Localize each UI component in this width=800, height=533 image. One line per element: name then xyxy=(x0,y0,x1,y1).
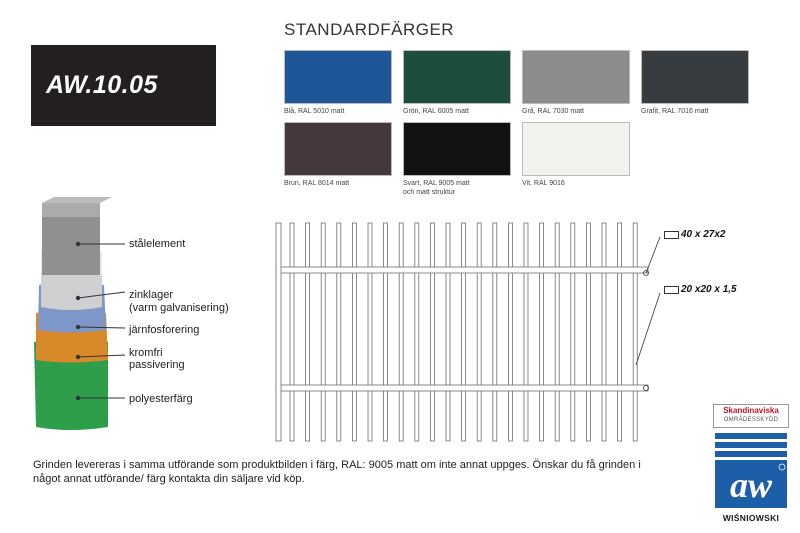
gate-bars xyxy=(290,223,637,441)
label-polyester: polyesterfärg xyxy=(129,393,193,405)
gate-bar xyxy=(446,223,450,441)
wisniowski-name: WIŚNIOWSKI xyxy=(722,513,780,523)
gate-bar xyxy=(462,223,466,441)
gate-bar xyxy=(321,223,325,441)
wisniowski-emblem xyxy=(713,433,789,511)
swatch-graphite xyxy=(641,50,749,104)
gate-bar xyxy=(493,223,497,441)
gate-bar xyxy=(618,223,622,441)
gate-bar xyxy=(399,223,403,441)
gate-drawing xyxy=(270,215,670,445)
bar-profile-icon xyxy=(664,286,679,294)
coating-layers-illustration xyxy=(30,195,130,450)
swatch-brown xyxy=(284,122,392,176)
swatch-label-graphite: Grafit, RAL 7016 matt xyxy=(641,108,709,115)
gate-bar xyxy=(571,223,575,441)
swatch-label-blue: Blå, RAL 5010 matt xyxy=(284,108,345,115)
skandinaviska-logo xyxy=(713,404,789,428)
gate-bar xyxy=(306,223,310,441)
swatch-blue xyxy=(284,50,392,104)
swatch-label-grey: Grå, RAL 7030 matt xyxy=(522,108,584,115)
gate-bar xyxy=(477,223,481,441)
gate-bar xyxy=(337,223,341,441)
skandinaviska-tagline: OMRÅDESSKYDD xyxy=(723,417,779,423)
skandinaviska-name: Skandinaviska xyxy=(723,406,779,415)
gate-bar xyxy=(586,223,590,441)
gate-bar xyxy=(384,223,388,441)
gate-bar xyxy=(540,223,544,441)
product-code-box xyxy=(31,45,216,126)
colors-title: STANDARDFÄRGER xyxy=(284,20,455,39)
rail-dimension: 40 x 27x2 xyxy=(681,229,726,240)
svg-text:aw: aw xyxy=(729,465,773,505)
swatch-grey xyxy=(522,50,630,104)
swatch-label-white: Vit, RAL 9016 xyxy=(522,180,565,187)
swatch-label-green: Grön, RAL 6005 matt xyxy=(403,108,469,115)
product-code: AW.10.05 xyxy=(46,71,158,99)
bar-dimension: 20 x20 x 1,5 xyxy=(681,284,737,295)
gate-bar xyxy=(415,223,419,441)
swatch-white xyxy=(522,122,630,176)
swatch-label-black-2: och matt struktur xyxy=(403,189,456,196)
label-chrome-2: passivering xyxy=(129,359,185,371)
swatch-label-brown: Brun, RAL 8014 matt xyxy=(284,180,350,187)
gate-bar xyxy=(633,223,637,441)
gate-bar xyxy=(430,223,434,441)
gate-bar xyxy=(352,223,356,441)
footer-note: Grinden levereras i samma utförande som produktbilden i färg, RAL: 9005 matt om inte annat uppges. Önskar du få grinden i något annat utförande/ färg kontakta din säljare vid köp. xyxy=(33,459,641,485)
gate-bar xyxy=(508,223,512,441)
label-zinc: zinklager xyxy=(129,289,174,301)
wisniowski-logo xyxy=(713,433,789,525)
rail-profile-icon xyxy=(664,231,679,239)
dimension-leaders xyxy=(636,237,660,391)
swatch-black xyxy=(403,122,511,176)
label-phosphate: järnfosforering xyxy=(129,324,200,336)
label-zinc-note: (varm galvanisering) xyxy=(129,302,229,314)
gate-bar xyxy=(368,223,372,441)
gate-bar xyxy=(555,223,559,441)
label-steel: stålelement xyxy=(129,238,186,250)
swatch-label-black: Svart, RAL 9005 matt xyxy=(403,180,470,187)
swatch-green xyxy=(403,50,511,104)
gate-bar xyxy=(524,223,528,441)
label-chrome: kromfri xyxy=(129,347,163,359)
gate-bar xyxy=(602,223,606,441)
gate-bar xyxy=(290,223,294,441)
gate-frame-posts xyxy=(276,223,281,441)
